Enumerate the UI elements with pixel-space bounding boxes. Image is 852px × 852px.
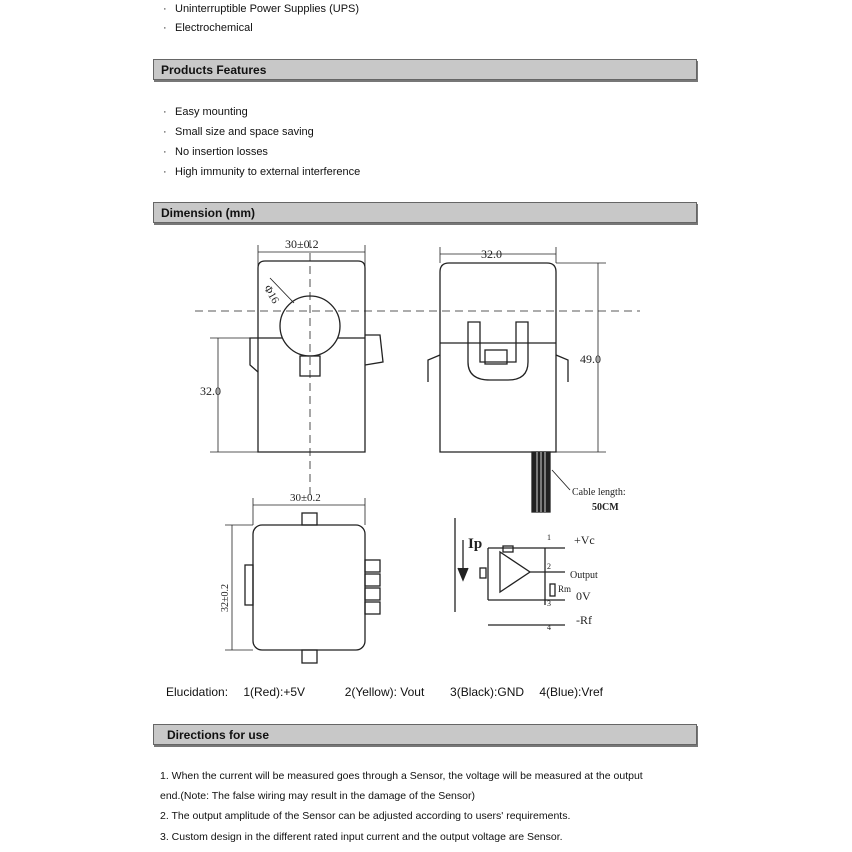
front-width-label: 30±0.2 — [285, 237, 319, 251]
side-width-label: 32.0 — [481, 247, 502, 261]
cable-length-label: Cable length: — [572, 487, 626, 498]
dimension-lines — [195, 240, 640, 500]
feature-item: · No insertion losses — [163, 146, 268, 158]
cable — [532, 452, 570, 512]
elucidation: Elucidation: 1(Red):+5V 2(Yellow): Vout 3(Black):GND 4(Blue):Vref — [166, 685, 603, 699]
feature-item: · High immunity to external interference — [163, 166, 361, 178]
feature-item: · Easy mounting — [163, 106, 248, 118]
application-item: · Uninterruptible Power Supplies (UPS) — [163, 3, 360, 15]
bottom-width-label: 30±0.2 — [290, 492, 321, 504]
application-item: · Electrochemical — [163, 22, 253, 34]
bullet-icon: · — [163, 166, 167, 178]
dimension-heading: Dimension (mm) — [153, 202, 697, 223]
pin-number: 1 — [547, 533, 551, 542]
pin-number: 4 — [547, 623, 551, 632]
direction-line: 2. The output amplitude of the Sensor can be adjusted according to users' requirements. — [160, 810, 571, 822]
bullet-icon: · — [163, 106, 167, 118]
bottom-height-label: 32±0.2 — [220, 584, 231, 612]
bottom-view — [225, 498, 380, 663]
circuit-output-label: Output — [570, 570, 598, 581]
side-view — [428, 263, 568, 452]
bullet-icon: · — [163, 146, 167, 158]
side-height-label: 49.0 — [580, 352, 601, 366]
pin-1: 1(Red):+5V — [243, 685, 306, 699]
direction-line: end.(Note: The false wiring may result in the damage of the Sensor) — [160, 790, 475, 802]
pin-4: 4(Blue):Vref — [539, 685, 603, 699]
circuit-vc-label: +Vc — [574, 533, 595, 547]
hole-diameter-label: Φ16 — [261, 283, 282, 306]
dimension-drawing — [190, 232, 660, 672]
circuit-rf-label: -Rf — [576, 613, 592, 627]
products-features-heading: Products Features — [153, 59, 697, 80]
pin-number: 2 — [547, 562, 551, 571]
pin-3: 3(Black):GND — [450, 685, 525, 699]
pin-2: 2(Yellow): Vout — [344, 685, 425, 699]
bullet-icon: · — [163, 126, 167, 138]
cable-length-value: 50CM — [592, 502, 619, 513]
bullet-icon: · — [163, 22, 167, 34]
pin-number: 3 — [547, 599, 551, 608]
feature-item: · Small size and space saving — [163, 126, 314, 138]
bullet-icon: · — [163, 3, 167, 15]
direction-line: 3. Custom design in the different rated input current and the output voltage are Sensor. — [160, 831, 563, 843]
circuit-ip-label: Ip — [468, 536, 483, 552]
front-height-label: 32.0 — [200, 384, 221, 398]
direction-line: 1. When the current will be measured goes through a Sensor, the voltage will be measured at the output — [160, 770, 643, 782]
circuit-rm-label: Rm — [558, 584, 572, 594]
directions-heading: Directions for use — [153, 724, 697, 745]
circuit-0v-label: 0V — [576, 589, 591, 603]
